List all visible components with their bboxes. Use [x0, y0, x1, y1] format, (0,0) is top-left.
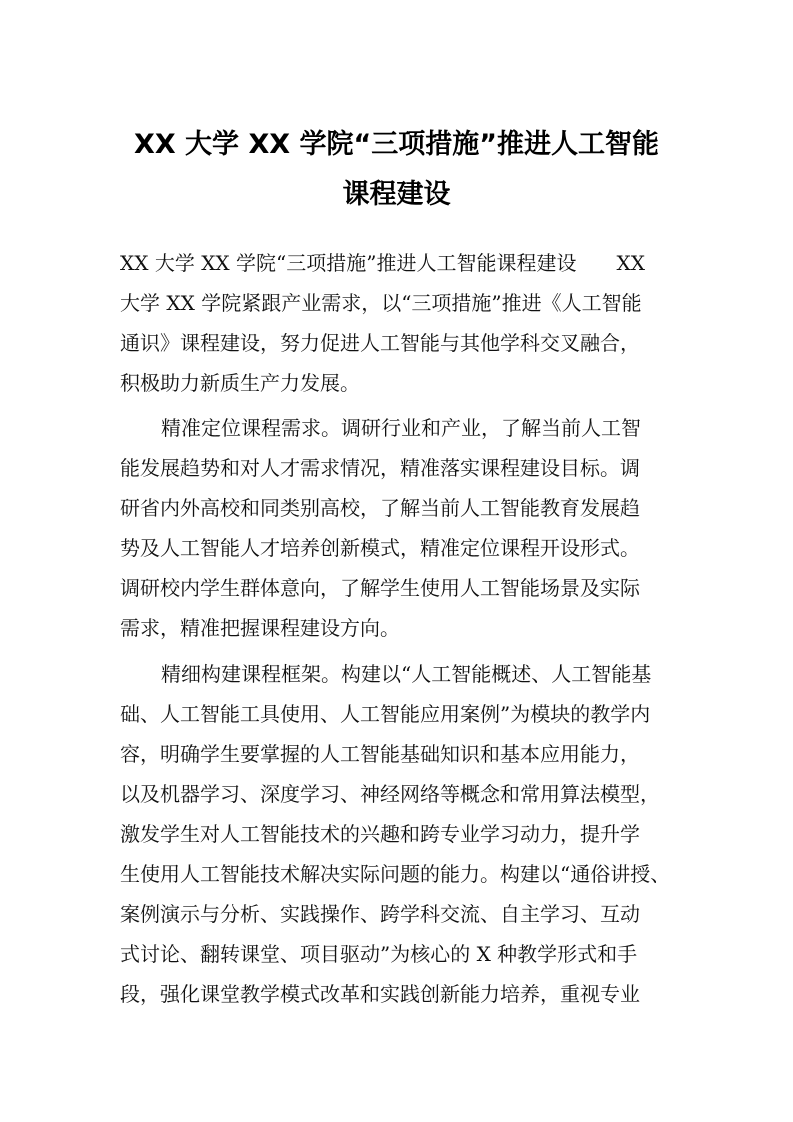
body-line: 通识》课程建设，努力促进人工智能与其他学科交叉融合， [120, 331, 640, 355]
body-line: 研省内外高校和同类别高校，了解当前人工智能教育发展趋 [120, 496, 640, 520]
body-line: 精准定位课程需求。调研行业和产业，了解当前人工智 [161, 416, 641, 440]
body-line: 积极助力新质生产力发展。 [120, 371, 360, 395]
body-line: 激发学生对人工智能技术的兴趣和跨专业学习动力，提升学 [120, 822, 640, 846]
document-title-line-2: 课程建设 [342, 179, 451, 210]
document-title-line-1: XX 大学 XX 学院“三项措施”推进人工智能 [134, 129, 659, 160]
body-line: 大学 XX 学院紧跟产业需求，以“三项措施”推进《人工智能 [120, 291, 642, 315]
body-line: 式讨论、翻转课堂、项目驱动”为核心的 X 种教学形式和手 [120, 942, 638, 966]
body-line: 精细构建课程框架。构建以“人工智能概述、人工智能基 [161, 662, 652, 686]
body-line: 容，明确学生要掌握的人工智能基础知识和基本应用能力， [120, 742, 640, 766]
body-line: 段，强化课堂教学模式改革和实践创新能力培养，重视专业 [120, 982, 640, 1006]
body-line: 能发展趋势和对人才需求情况，精准落实课程建设目标。调 [120, 456, 640, 480]
body-line: XX 大学 XX 学院“三项措施”推进人工智能课程建设 XX [120, 251, 645, 275]
body-line: 以及机器学习、深度学习、神经网络等概念和常用算法模型， [120, 782, 660, 806]
body-line: 势及人工智能人才培养创新模式，精准定位课程开设形式。 [120, 536, 640, 560]
body-line: 需求，精准把握课程建设方向。 [120, 616, 400, 640]
body-line: 调研校内学生群体意向，了解学生使用人工智能场景及实际 [120, 576, 640, 600]
body-line: 案例演示与分析、实践操作、跨学科交流、自主学习、互动 [120, 902, 640, 926]
body-line: 生使用人工智能技术解决实际问题的能力。构建以“通俗讲授、 [120, 862, 671, 886]
body-line: 础、人工智能工具使用、人工智能应用案例”为模块的教学内 [120, 702, 651, 726]
